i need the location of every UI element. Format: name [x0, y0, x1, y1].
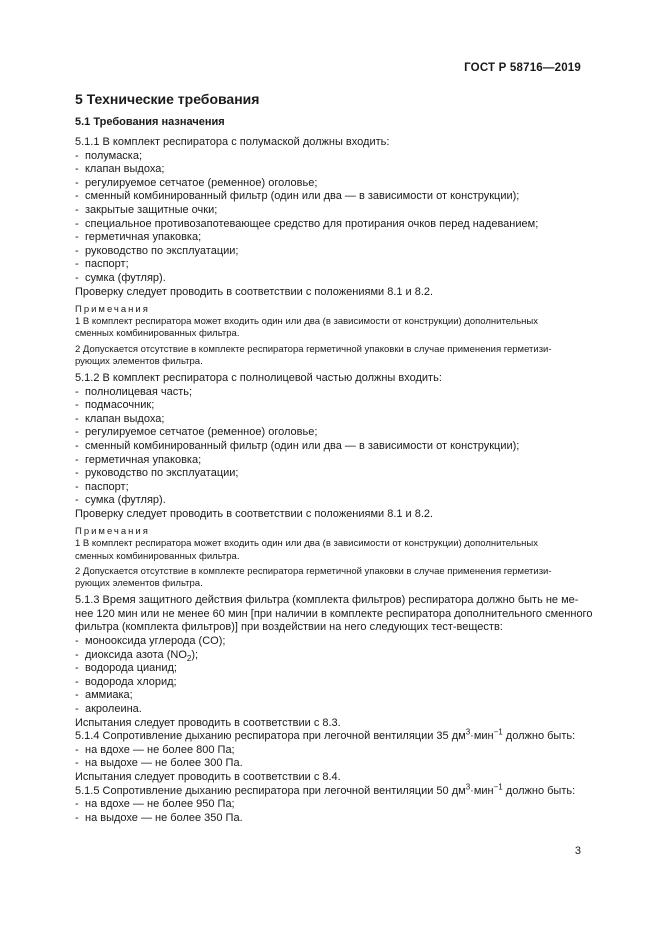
list-item: - на вдохе — не более 950 Па;	[75, 798, 235, 811]
list-item: - сумка (футляр).	[75, 494, 166, 507]
list-item: - регулируемое сетчатое (ременное) оголовье;	[75, 176, 318, 189]
list-item: - водорода хлорид;	[75, 675, 177, 688]
list-item: - герметичная упаковка;	[75, 231, 202, 244]
list-item: - акролеина.	[75, 703, 142, 716]
subsection-title: 5.1 Требования назначения	[75, 116, 225, 128]
clause-5-1-1-check: Проверку следует проводить в соответствии с положениями 8.1 и 8.2.	[75, 285, 434, 298]
list-item: - полнолицевая часть;	[75, 385, 193, 398]
list-item: - полумаска;	[75, 149, 143, 162]
notes-heading: Примечания	[75, 304, 150, 316]
clause-5-1-2-check: Проверку следует проводить в соответствии с положениями 8.1 и 8.2.	[75, 507, 434, 520]
list-item: - закрытые защитные очки;	[75, 203, 218, 216]
clause-5-1-2-intro: 5.1.2 В комплект респиратора с полнолицевой частью должны входить:	[75, 371, 442, 384]
clause-5-1-3-check: Испытания следует проводить в соответствии с 8.3.	[75, 716, 341, 729]
note-1: 1 В комплект респиратора может входить один или два (в зависимости от конструкции) дополнительных сменных комбинированных фильтра.	[75, 538, 538, 562]
list-item: - руководство по эксплуатации;	[75, 244, 239, 257]
list-item: - сумка (футляр).	[75, 271, 166, 284]
list-5-1-3	[75, 635, 583, 717]
list-item: - клапан выдоха;	[75, 412, 165, 425]
list-item: - регулируемое сетчатое (ременное) оголовье;	[75, 426, 318, 439]
notes-heading: Примечания	[75, 526, 150, 538]
list-item: - герметичная упаковка;	[75, 453, 202, 466]
list-item: - на вдохе — не более 800 Па;	[75, 743, 235, 756]
list-item: - водорода цианид;	[75, 662, 177, 675]
list-item: - сменный комбинированный фильтр (один или два — в зависимости от конструкции);	[75, 190, 520, 203]
clause-5-1-3-intro: 5.1.3 Время защитного действия фильтра (комплекта фильтров) респиратора должно быть не ме- нее 120 мин или не менее 60 мин [при наличии в комплекте респиратора дополнительного сменного фильтра (комплекта фильтров)] при воздействии на него следующих тест-веществ:	[75, 594, 593, 634]
clause-5-1-4-check: Испытания следует проводить в соответствии с 8.4.	[75, 771, 341, 783]
list-item: - диоксида азота $(NO_2)$;	[75, 648, 199, 663]
list-5-1-2	[75, 386, 583, 508]
list-item: - подмасочник;	[75, 399, 155, 412]
list-item: - на выдохе — не более 350 Па.	[75, 811, 243, 824]
list-item: - клапан выдоха;	[75, 163, 165, 176]
document-code: ГОСТ Р 58716—2019	[464, 62, 581, 74]
note-2: 2 Допускается отсутствие в комплекте респиратора герметичной упаковки в случае применения герметизи- рующих элементов фильтра.	[75, 343, 552, 367]
note-2: 2 Допускается отсутствие в комплекте респиратора герметичной упаковки в случае применения герметизи- рующих элементов фильтра.	[75, 565, 552, 590]
list-item: - на выдохе — не более 300 Па.	[75, 757, 243, 770]
section-title: 5 Технические требования	[75, 91, 260, 107]
list-item: - монооксида углерода (CO);	[75, 635, 226, 648]
list-item: - паспорт;	[75, 258, 129, 271]
note-1: 1 В комплект респиратора может входить один или два (в зависимости от конструкции) дополнительных сменных комбинированных фильтра.	[75, 316, 538, 340]
list-5-1-1	[75, 150, 583, 286]
list-item: - специальное противозапотевающее средство для протирания очков перед надеванием;	[75, 217, 539, 230]
clause-5-1-1-intro: 5.1.1 В комплект респиратора с полумаской должны входить:	[75, 136, 390, 148]
list-item: - руководство по эксплуатации;	[75, 467, 239, 480]
clause-5-1-4-intro: 5.1.4 Сопротивление дыханию респиратора при легочной вентиляции 35 $дм^3\cdot мин^{-1}$ должно быть:	[75, 727, 576, 743]
page-number: 3	[574, 845, 581, 857]
list-item: - аммиака;	[75, 689, 133, 702]
list-5-1-5	[75, 798, 583, 825]
list-item: - сменный комбинированный фильтр (один или два — в зависимости от конструкции);	[75, 439, 520, 452]
list-item: - паспорт;	[75, 480, 129, 493]
list-5-1-4	[75, 744, 583, 771]
content-body	[75, 136, 593, 825]
clause-5-1-5-intro: 5.1.5 Сопротивление дыханию респиратора при легочной вентиляции 50 $дм^3\cdot мин^{-1}$ должно быть:	[75, 781, 576, 797]
